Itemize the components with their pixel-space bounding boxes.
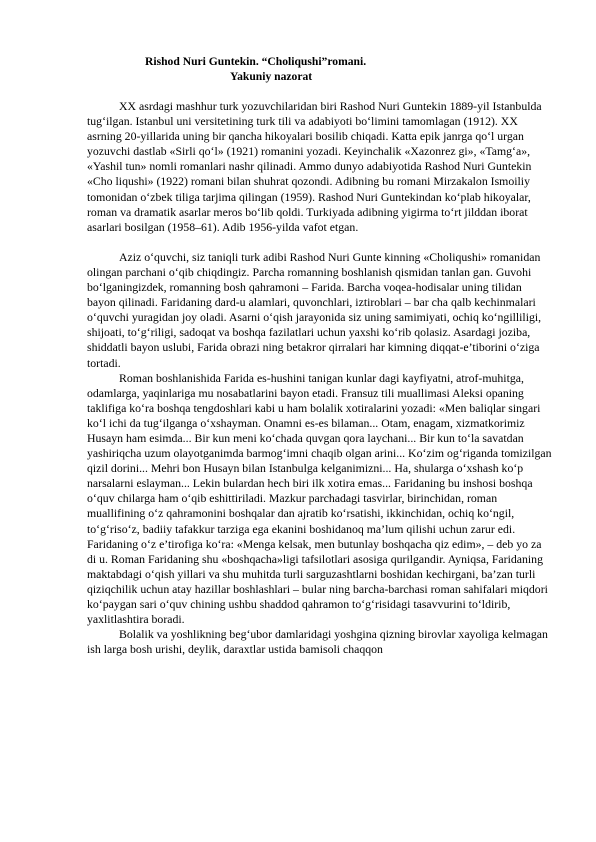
paragraph-2: Aziz o‘quvchi, siz taniqli turk adibi Rashod Nuri Gunte kinning «Choliqushi» romanidan olingan parchani o‘qib chiqdingiz. Parcha romanning boshlanish qismidan tanlan gan. Guvohi bo‘lganingizdek, romanning bosh qahramoni – Farida. Barcha voqea-hodisalar uning tilidan bayon qilinadi. Faridaning dard-u alamlari, quvonchlari, iztiroblari – bar cha qalb kechinmalari o‘quvchi yuragidan joy oladi. Asarni o‘qish jarayonida siz uning samimiyati, ochiq ko‘ngilliligi, shijoati, to‘g‘riligi, sadoqat va boshqa fazilatlari uchun yaxshi ko‘rib qolasiz. Asardagi joziba, shiddatli bayon uslubi, Farida obrazi ning betakror qirralari har kimning diqqat-e’tiborini o‘ziga tortadi. (87, 249, 542, 370)
paragraph-1: XX asrdagi mashhur turk yozuvchilaridan biri Rashod Nuri Guntekin 1889-yil Istanbulda tug‘ilgan. Istanbul uni versitetining turk tili va adabiyoti bo‘limini tamomlagan (1912). XX asrning 20-yillarida uning bir qancha hikoyalari bosilib chiqadi. Katta epik janrga qo‘l urgan yozuvchi dastlab «Sirli qo‘l» (1921) romanini yozadi. Keyinchalik «Xazonrez gi», «Tamg‘a», «Yashil tun» nomli romanlari nashr qilinadi. Ammo dunyo adabiyotida Rashod Nuri Guntekin «Cho liqushi» (1922) romani bilan shuhrat qozondi. Adibning bu romani Mirzakalon Ismoiliy tomonidan o‘zbek tiliga tarjima qilingan (1959). Rashod Nuri Guntekindan ko‘plab hikoyalar, roman va dramatik asarlar meros bo‘lib qoldi. Turkiyada adibning yigirma to‘rt jilddan iborat asarlari bosilgan (1958–61). Adib 1956-yilda vafot etgan. (87, 99, 542, 234)
paragraph-3: Roman boshlanishida Farida es-hushini tanigan kunlar dagi kayfiyatni, atrof-muhitga, odamlarga, yaqinlariga mu nosabatlarini bayon etadi. Fransuz tili muallimasi Aleksi opaning taklifiga ko‘ra boshqa tengdoshlari kabi u ham bolalik xotiralarini yozadi: «Men baliqlar singari ko‘l ichi da tug‘ilganga o‘xshayman. Onamni es-es bilaman... Otam, enagam, xizmatkorimiz Husayn ham esimda... Bir kun meni ko‘chada quvgan qora laychani... Bir kun to‘la savatdan yashiriqcha uzum olayotganimda barmog‘imni chaqib olgan arini... Ko‘zim og‘riganda tomizilgan qizil dorini... Mehri bon Husayn bilan Istanbulga kelganimizni... Ha, shularga o‘xshash ko‘p narsalarni eslayman... Lekin bulardan hech biri ilk xotira emas... Faridaning bu inshosi boshqa o‘quv chilarga ham o‘qib eshittiriladi. Mazkur parchadagi tasvirlar, birinchidan, roman muallifining o‘z qahramonini boshqalar dan ajratib ko‘rsatishi, ikkinchidan, ochiq ko‘ngil, to‘g‘riso‘z, badiiy tafakkur tarziga ega ekanini boshidanoq ma’lum qilishi uchun zarur edi. Faridaning o‘z e’tirofiga ko‘ra: «Menga kelsak, men butunlay boshqacha qiz edim», – deb yo za di u. Roman Faridaning shu «boshqacha»ligi tafsilotlari asosiga qurilgandir. Ayniqsa, Faridaning maktabdagi o‘qish yillari va shu muhitda turli sarguzashtlarni boshidan kechirgani, ba’zan turli qiziqchilik uchun atay hazillar boshlashlari – bular ning barcha-barchasi roman sahifalari miqdori ko‘paygan sari o‘quv chining ushbu shaddod qahramon to‘g‘risidagi tasavvurini to‘ldirib, yaxlitlashtira boradi. (87, 370, 552, 627)
document-title: Rishod Nuri Guntekin. “Choliqushi”romani. (145, 55, 367, 68)
document-subtitle: Yakuniy nazorat (230, 70, 313, 83)
paragraph-4: Bolalik va yoshlikning beg‘ubor damlaridagi yoshgina qizning birovlar xayoliga kelmagan ish larga bosh urishi, deylik, daraxtlar ustida bamisoli chaqqon (87, 627, 548, 657)
document-page (87, 54, 553, 657)
